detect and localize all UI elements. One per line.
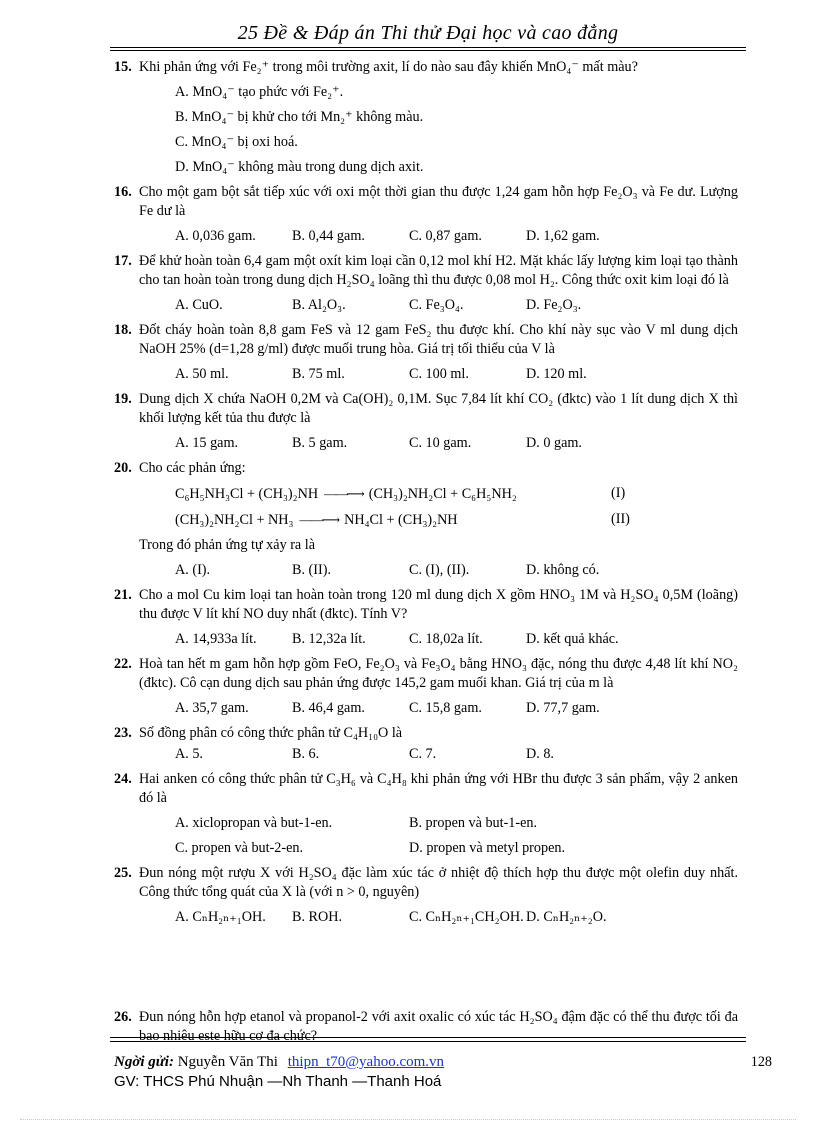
option-a: A. 5.	[175, 746, 203, 762]
reaction-2-products: NH₄Cl + (CH₃)₂NH	[344, 512, 458, 528]
option-a: A. CₙH₂ₙ₊₁OH.	[175, 909, 266, 925]
option-a: A. 14,933a lít.	[175, 631, 257, 647]
question-number: 22.	[114, 656, 132, 672]
reaction-1-products: (CH₃)₂NH₂Cl + C₆H₅NH₂	[368, 486, 517, 502]
question-text: Cho một gam bột sắt tiếp xúc với oxi một thời gian thu được 1,24 gam hỗn hợp Fe₂O₃ và Fe dư. Lượng Fe dư là	[139, 184, 738, 219]
option-c: C. Fe₃O₄.	[409, 297, 464, 313]
option-d: D. không có.	[526, 562, 600, 578]
reaction-arrow: ——⟶	[324, 486, 363, 501]
question-text: Khi phản ứng với Fe₂⁺ trong môi trường axit, lí do nào sau đây khiến MnO₄⁻ mất màu?	[139, 59, 638, 75]
footer-sender	[114, 1054, 772, 1071]
option-a: A. CuO.	[175, 297, 223, 313]
question-number: 23.	[114, 725, 132, 741]
question-number: 19.	[114, 391, 132, 407]
reaction-1-label: (I)	[611, 485, 626, 501]
options-row	[114, 908, 738, 927]
reaction-arrow: ——⟶	[299, 512, 339, 527]
question-stem: Trong đó phản ứng tự xảy ra là	[139, 537, 316, 553]
option-b: B. propen và but-1-en.	[409, 815, 538, 831]
option-b: B. 6.	[292, 746, 320, 762]
question-text: Đốt cháy hoàn toàn 8,8 gam FeS và 12 gam FeS₂ thu được khí. Cho khí này sục vào V ml dung dịch NaOH 25% (d=1,28 g/ml) được muối trung hòa. Giá trị tối thiểu của V là	[139, 322, 738, 357]
reaction-2-label: (II)	[611, 511, 630, 527]
question-15	[114, 58, 738, 177]
question-20	[114, 459, 738, 580]
question-text: Cho các phản ứng:	[139, 460, 246, 476]
option-a: A. MnO₄⁻ tạo phức với Fe₂⁺.	[175, 84, 344, 100]
option-b: B. 75 ml.	[292, 366, 345, 382]
question-number: 20.	[114, 460, 132, 476]
option-c: C. 15,8 gam.	[409, 700, 482, 716]
reaction-1-reactants: C₆H₅NH₃Cl + (CH₃)₂NH	[175, 486, 319, 502]
question-18	[114, 321, 738, 384]
option-d: D. CₙH₂ₙ₊₂O.	[526, 909, 607, 925]
option-d: D. propen và metyl propen.	[409, 840, 566, 856]
question-text: Cho a mol Cu kim loại tan hoàn toàn trong 120 ml dung dịch X gồm HNO₃ 1M và H₂SO₄ 0,5M (loãng) thu được V lít khí NO duy nhất (đktc). Tính V?	[139, 587, 738, 622]
question-text: Để khử hoàn toàn 6,4 gam một oxít kim loại cần 0,12 mol khí H2. Mặt khác lấy lượng kim loại tạo thành cho tan hoàn toàn trong dung dịch H₂SO₄ loãng thì thu được 0,08 mol H₂. Công thức oxit kim loại đó là	[139, 253, 738, 288]
question-number: 15.	[114, 59, 132, 75]
option-c: C. 7.	[409, 746, 437, 762]
page-bottom-border	[20, 1119, 796, 1120]
reaction-2	[114, 510, 738, 530]
question-number: 26.	[114, 1009, 132, 1025]
option-b: B. ROH.	[292, 909, 343, 925]
option-a: A. 15 gam.	[175, 435, 239, 451]
option-d: D. kết quả khác.	[526, 631, 619, 647]
option-c: C. CₙH₂ₙ₊₁CH₂OH.	[409, 909, 524, 925]
reaction-2-reactants: (CH₃)₂NH₂Cl + NH₃	[175, 512, 294, 528]
question-text: Đun nóng một rượu X với H₂SO₄ đặc làm xúc tác ở nhiệt độ thích hợp thu được một olefin duy nhất. Công thức tổng quát của X là (với n > 0, nguyên)	[139, 865, 738, 900]
option-a: A. (I).	[175, 562, 211, 578]
question-number: 17.	[114, 253, 132, 269]
question-list	[114, 58, 738, 933]
question-16	[114, 183, 738, 246]
option-a: A. 35,7 gam.	[175, 700, 249, 716]
options-row	[114, 434, 738, 453]
question-number: 24.	[114, 771, 132, 787]
question-number: 21.	[114, 587, 132, 603]
question-number: 25.	[114, 865, 132, 881]
header-rule-top	[110, 47, 746, 48]
options-row	[114, 365, 738, 384]
question-19	[114, 390, 738, 453]
option-c: C. (I), (II).	[409, 562, 470, 578]
question-number: 18.	[114, 322, 132, 338]
option-b: B. 0,44 gam.	[292, 228, 365, 244]
option-c: C. propen và but-2-en.	[175, 840, 304, 856]
option-b: B. (II).	[292, 562, 332, 578]
option-b: B. MnO₄⁻ bị khử cho tới Mn₂⁺ không màu.	[175, 109, 424, 125]
options-row	[114, 699, 738, 718]
option-c: C. 18,02a lít.	[409, 631, 483, 647]
question-21	[114, 586, 738, 649]
option-b: B. Al₂O₃.	[292, 297, 346, 313]
page-number: 128	[750, 1054, 772, 1070]
question-text: Số đồng phân có công thức phân tử C₄H₁₀O là	[139, 725, 403, 741]
question-22	[114, 655, 738, 718]
option-a: A. xiclopropan và but-1-en.	[175, 815, 333, 831]
question-text: Đun nóng hỗn hợp etanol và propanol-2 với axit oxalic có xúc tác H₂SO₄ đậm đặc có thể thu được tối đa bao nhiêu este hữu cơ đa chức?	[139, 1009, 738, 1044]
page-header-title: 25 Đề & Đáp án Thi thử Đại học và cao đẳng	[237, 22, 619, 44]
option-d: D. 1,62 gam.	[526, 228, 600, 244]
sender-name: Nguyễn Văn Thi	[177, 1054, 278, 1070]
options-row	[114, 561, 738, 580]
option-b: B. 46,4 gam.	[292, 700, 365, 716]
question-17	[114, 252, 738, 315]
question-text: Dung dịch X chứa NaOH 0,2M và Ca(OH)₂ 0,1M. Sục 7,84 lít khí CO₂ (đktc) vào 1 lít dung dịch X thì khối lượng kết tủa thu được là	[139, 391, 738, 426]
options-row-1	[114, 814, 738, 833]
options-row	[114, 745, 738, 764]
option-d: D. MnO₄⁻ không màu trong dung dịch axit.	[175, 159, 424, 175]
footer-rule-top	[110, 1037, 746, 1038]
option-a: A. 0,036 gam.	[175, 228, 256, 244]
footer-school: GV: THCS Phú Nhuận —Nh Thanh —Thanh Hoá	[114, 1073, 442, 1090]
question-number: 16.	[114, 184, 132, 200]
option-d: D. 8.	[526, 746, 554, 762]
option-d: D. 77,7 gam.	[526, 700, 600, 716]
options-row-2	[114, 839, 738, 858]
option-c: C. 100 ml.	[409, 366, 469, 382]
question-24	[114, 770, 738, 858]
header-rule-bottom	[110, 50, 746, 51]
option-b: B. 12,32a lít.	[292, 631, 366, 647]
options-row	[114, 630, 738, 649]
email-link[interactable]: thipn_t70@yahoo.com.vn	[287, 1054, 445, 1070]
footer-rule-bottom	[110, 1041, 746, 1042]
question-23	[114, 724, 738, 764]
reaction-1	[114, 484, 738, 504]
option-d: D. 0 gam.	[526, 435, 582, 451]
question-text: Hai anken có công thức phân tử C₃H₆ và C₄H₈ khi phản ứng với HBr thu được 3 sản phẩm, vậy 2 anken đó là	[139, 771, 738, 806]
option-b: B. 5 gam.	[292, 435, 348, 451]
question-25	[114, 864, 738, 927]
sender-label: Ngời gửi:	[114, 1054, 174, 1070]
option-c: C. MnO₄⁻ bị oxi hoá.	[175, 134, 298, 150]
option-a: A. 50 ml.	[175, 366, 229, 382]
option-d: D. Fe₂O₃.	[526, 297, 582, 313]
options-row	[114, 227, 738, 246]
option-d: D. 120 ml.	[526, 366, 587, 382]
question-text: Hoà tan hết m gam hỗn hợp gồm FeO, Fe₂O₃ và Fe₃O₄ bằng HNO₃ đặc, nóng thu được 4,48 lít khí NO₂ (đktc). Cô cạn dung dịch sau phản ứng được 145,2 gam muối khan. Giá trị của m là	[139, 656, 738, 691]
options-row	[114, 296, 738, 315]
option-c: C. 10 gam.	[409, 435, 472, 451]
option-c: C. 0,87 gam.	[409, 228, 482, 244]
